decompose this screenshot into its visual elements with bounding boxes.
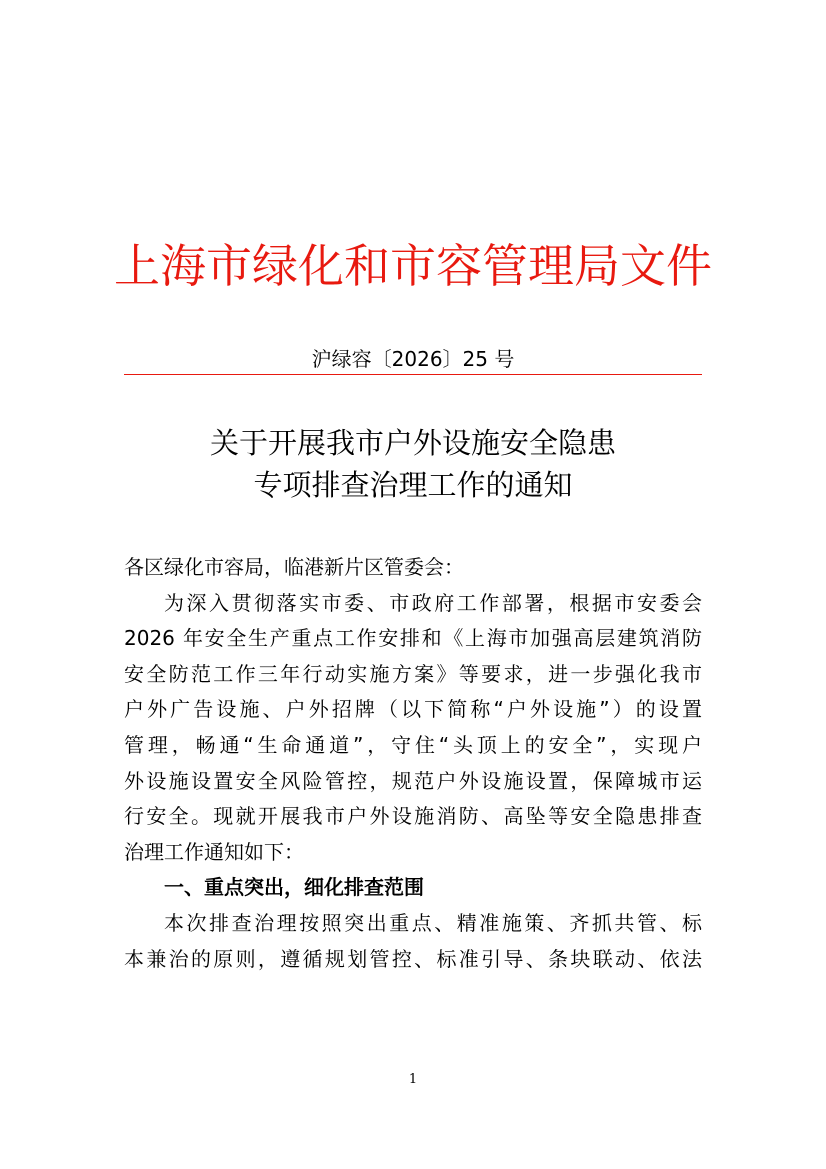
addressee: 各区绿化市容局，临港新片区管委会：: [124, 555, 464, 579]
paragraph-line: 管理，畅通“生命通道”，守住“头顶上的安全”，实现户: [124, 732, 702, 757]
paragraph-line: 户外广告设施、户外招牌（以下简称“户外设施”）的设置: [124, 697, 702, 722]
paragraph-line: 本次排查治理按照突出重点、精准施策、齐抓共管、标: [164, 910, 702, 935]
section-heading: 一、重点突出，细化排查范围: [164, 875, 424, 900]
paragraph-line: 治理工作通知如下：: [124, 839, 304, 864]
paragraph-line: 外设施设置安全风险管控，规范户外设施设置，保障城市运: [124, 768, 702, 793]
issuer-red-header: 上海市绿化和市容管理局文件: [114, 239, 712, 293]
paragraph-line: 行安全。现就开展我市户外设施消防、高坠等安全隐患排查: [124, 804, 702, 829]
document-body: [124, 550, 702, 977]
red-separator-line: [124, 374, 702, 375]
document-number: 沪绿容〔2026〕25 号: [311, 347, 515, 371]
paragraph-line: 2026 年安全生产重点工作安排和《上海市加强高层建筑消防: [124, 626, 702, 651]
document-title: [0, 422, 826, 506]
paragraph-line: 安全防范工作三年行动实施方案》等要求，进一步强化我市: [124, 661, 702, 686]
paragraph-line: 为深入贯彻落实市委、市政府工作部署，根据市安委会: [164, 590, 702, 615]
page-number: 1: [408, 1072, 418, 1087]
title-line-2: 专项排查治理工作的通知: [253, 468, 573, 502]
title-line-1: 关于开展我市户外设施安全隐患: [209, 426, 616, 460]
paragraph-line: 本兼治的原则，遵循规划管控、标准引导、条块联动、依法: [124, 946, 702, 971]
